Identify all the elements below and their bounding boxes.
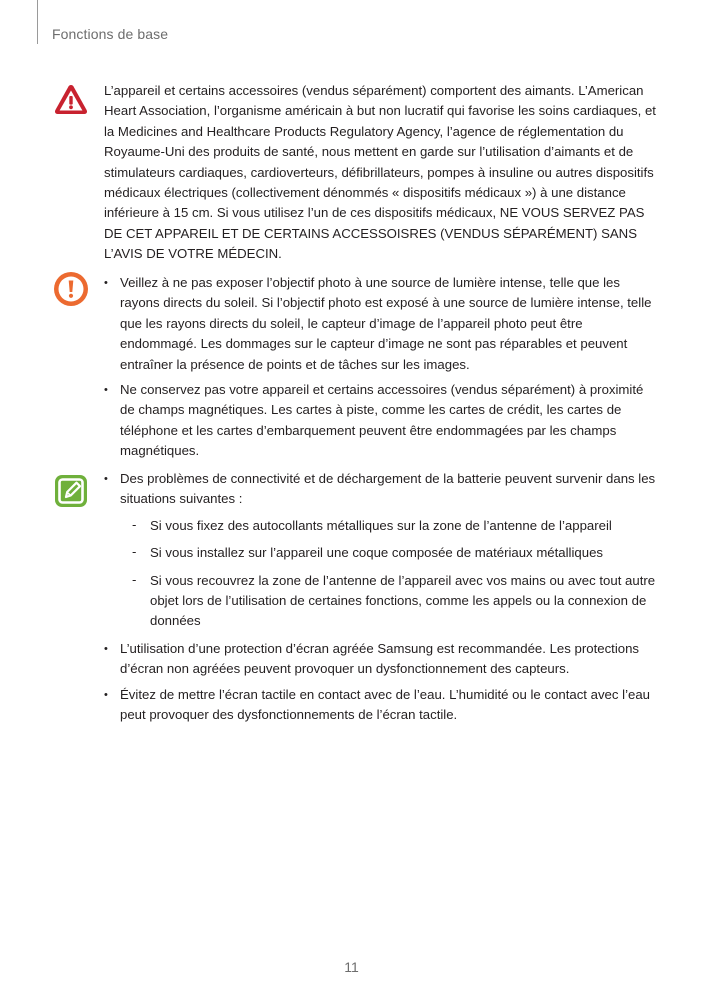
note-bullet-item: • L’utilisation d’une protection d’écran agréée Samsung est recommandée. Les protections d’écran non agréées peuvent provoquer un dysfonctionnement des capteurs. [104,639,660,680]
warning-text: L’appareil et certains accessoires (vendus séparément) comportent des aimants. L’American Heart Association, l’organisme américain à but non lucratif qui favorise les soins cardiaques, et la Medicines and Healthcare Products Regulatory Agency, l’agence de réglementation du Royaume-Uni des produits de santé, nous mettent en garde sur l’utilisation d’aimants et de stimulateurs cardiaques, cardioverteurs, défibrillateurs, pompes à insuline ou autres dispositifs médicaux électriques (collectivement dénommés « dispositifs médicaux ») à une distance inférieure à 15 cm. Si vous utilisez l’un de ces dispositifs médicaux, NE VOUS SERVEZ PAS DE CET APPAREIL ET DE CERTAINS ACCESSOISRES (VENDUS SÉPARÉMENT) SANS L’AVIS DE VOTRE MÉDECIN. [104,83,656,262]
note-bullet-list [104,469,660,725]
header-divider [37,0,38,44]
caution-exclamation-icon [51,269,91,309]
note-bullet-item [104,469,660,632]
caution-notice [104,273,660,467]
warning-notice [104,81,660,265]
warning-triangle-icon [51,80,91,120]
note-sub-item: - Si vous fixez des autocollants métalliques sur la zone de l’antenne de l’appareil [120,516,660,536]
note-sub-list [120,516,660,632]
note-sub-item: - Si vous recouvrez la zone de l’antenne de l’appareil avec vos mains ou avec tout autre objet lors de l’utilisation de certaines fonctions, comme les appels ou la connexion de données [120,571,660,632]
caution-bullet-list [104,273,660,462]
caution-bullet-item: • Veillez à ne pas exposer l’objectif photo à une source de lumière intense, telle que les rayons directs du soleil. Si l’objectif photo est exposé à une source de lumière intense, telle que les rayons directs du soleil, le capteur d’image de l’appareil photo peut être endommagé. Les dommages sur le capteur d’image ne sont pas réparables et peuvent entraîner la présence de points et de tâches sur les images. [104,273,660,375]
page-number: 11 [344,959,359,975]
caution-bullet-item: • Ne conservez pas votre appareil et certains accessoires (vendus séparément) à proximité de champs magnétiques. Les cartes à piste, comme les cartes de crédit, les cartes de téléphone et les cartes d’embarquement peuvent être endommagées par les champs magnétiques. [104,380,660,462]
page-header-title: Fonctions de base [52,26,169,42]
note-sub-item: - Si vous installez sur l’appareil une coque composée de matériaux métalliques [120,543,660,563]
note-bullet-text: Des problèmes de connectivité et de déchargement de la batterie peuvent survenir dans les situations suivantes : [120,471,656,507]
note-pencil-icon [51,471,91,511]
note-bullet-item: • Évitez de mettre l’écran tactile en contact avec de l’eau. L’humidité ou le contact avec l’eau peut provoquer des dysfonctionnements de l’écran tactile. [104,685,660,726]
note-notice [104,469,660,730]
